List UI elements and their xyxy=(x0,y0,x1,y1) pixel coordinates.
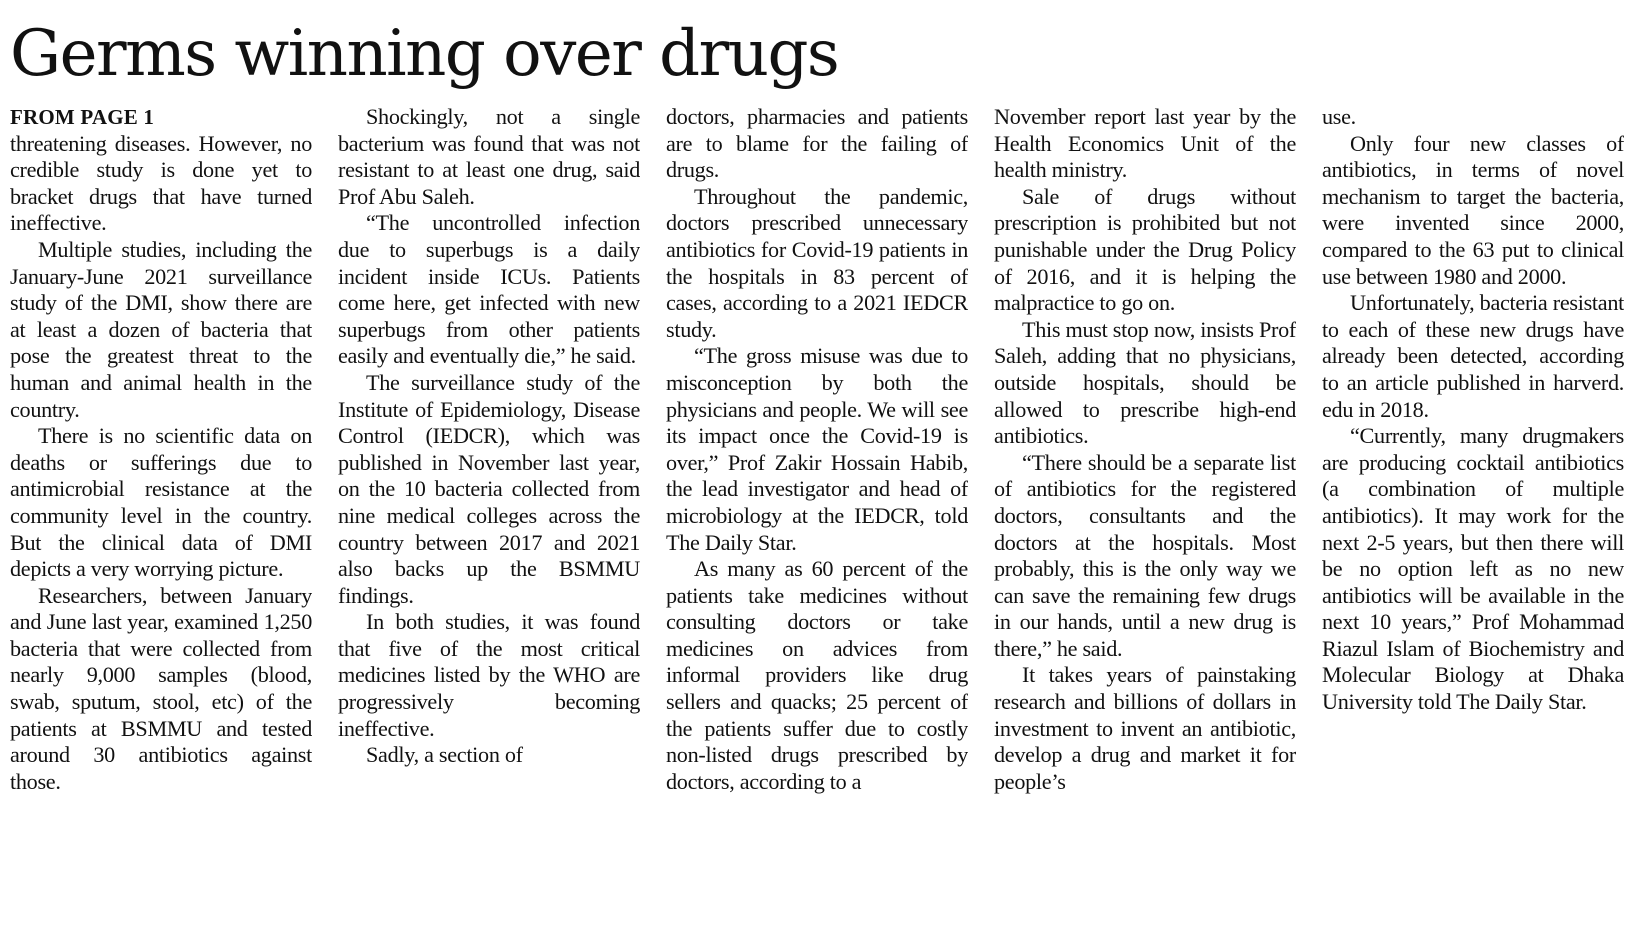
paragraph: Only four new classes of antibiotics, in terms of novel mechanism to target the bacteria, were invented since 2000, compared to the 63 put to clinical use between 1980 and 2000. xyxy=(1322,130,1624,289)
paragraph: Shockingly, not a single bacterium was found that was not resistant to at least one drug, said Prof Abu Saleh. xyxy=(338,104,640,209)
paragraph: This must stop now, insists Prof Saleh, adding that no physicians, outside hospitals, should be allowed to prescribe high-end antibiotics. xyxy=(994,316,1296,449)
paragraph: “There should be a separate list of antibiotics for the registered doctors, consultants and the doctors at the hospitals. Most probably, this is the only way we can save the remaining few drugs in our hands, until a new drug is there,” he said. xyxy=(994,449,1296,661)
column-4 xyxy=(994,104,1296,924)
headline: Germs winning over drugs xyxy=(10,17,839,91)
paragraph: It takes years of painstaking research and billions of dollars in investment to invent an antibiotic, develop a drug and market it for people’s xyxy=(994,662,1296,794)
paragraph: threatening diseases. However, no credible study is done yet to bracket drugs that have turned ineffective. xyxy=(10,130,312,236)
column-5 xyxy=(1322,104,1624,924)
paragraph: use. xyxy=(1322,104,1356,129)
column-3 xyxy=(666,104,968,924)
column-2 xyxy=(338,104,640,924)
paragraph: Multiple studies, including the January-June 2021 surveillance study of the DMI, show there are at least a dozen of bacteria that pose the greatest threat to the human and animal health in the country. xyxy=(10,236,312,422)
paragraph: As many as 60 percent of the patients take medicines without consulting doctors or take medicines on advices from informal providers like drug sellers and quacks; 25 percent of the patients suffer due to costly non-listed drugs prescribed by doctors, according to a xyxy=(666,556,968,794)
paragraph: “Currently, many drugmakers are producing cocktail antibiotics (a combination of multiple antibiotics). It may work for the next 2-5 years, but then there will be no option left as no new antibiotics will be available in the next 10 years,” Prof Mohammad Riazul Islam of Biochemistry and Molecular Biology at Dhaka University told The Daily Star. xyxy=(1322,423,1624,715)
paragraph: Sadly, a section of xyxy=(366,742,523,768)
paragraph: Sale of drugs without prescription is prohibited but not punishable under the Drug Policy of 2016, and it is helping the malpractice to go on. xyxy=(994,183,1296,316)
paragraph: “The gross misuse was due to misconception by both the physicians and people. We will see its impact once the Covid-19 is over,” Prof Zakir Hossain Habib, the lead investigator and head of microbiology at the IEDCR, told The Daily Star. xyxy=(666,343,968,555)
paragraph: “The uncontrolled infection due to superbugs is a daily incident inside ICUs. Patients come here, get infected with new superbugs from other patients easily and eventually die,” he said. xyxy=(338,210,640,369)
paragraph: The surveillance study of the Institute of Epidemiology, Disease Control (IEDCR), which was published in November last year, on the 10 bacteria collected from nine medical colleges across the country between 2017 and 2021 also backs up the BSMMU findings. xyxy=(338,369,640,608)
article-body xyxy=(10,104,1624,924)
paragraph: Researchers, between January and June last year, examined 1,250 bacteria that were collected from nearly 9,000 samples (blood, swab, sputum, stool, etc) of the patients at BSMMU and tested around 30 antibiotics against those. xyxy=(10,582,312,794)
paragraph: Throughout the pandemic, doctors prescribed unnecessary antibiotics for Covid-19 patients in the hospitals in 83 percent of cases, according to a 2021 IEDCR study. xyxy=(666,183,968,342)
kicker: FROM PAGE 1 xyxy=(10,105,155,129)
paragraph: In both studies, it was found that five of the most critical medicines listed by the WHO are progressively becoming ineffective. xyxy=(338,609,640,741)
paragraph: There is no scientific data on deaths or sufferings due to antimicrobial resistance at the community level in the country. But the clinical data of DMI depicts a very worrying picture. xyxy=(10,423,312,582)
column-1 xyxy=(10,104,312,924)
paragraph: doctors, pharmacies and patients are to blame for the failing of drugs. xyxy=(666,104,968,183)
paragraph: November report last year by the Health Economics Unit of the health ministry. xyxy=(994,104,1296,183)
paragraph: Unfortunately, bacteria resistant to each of these new drugs have already been detected, according to an article published in harverd. edu in 2018. xyxy=(1322,290,1624,422)
